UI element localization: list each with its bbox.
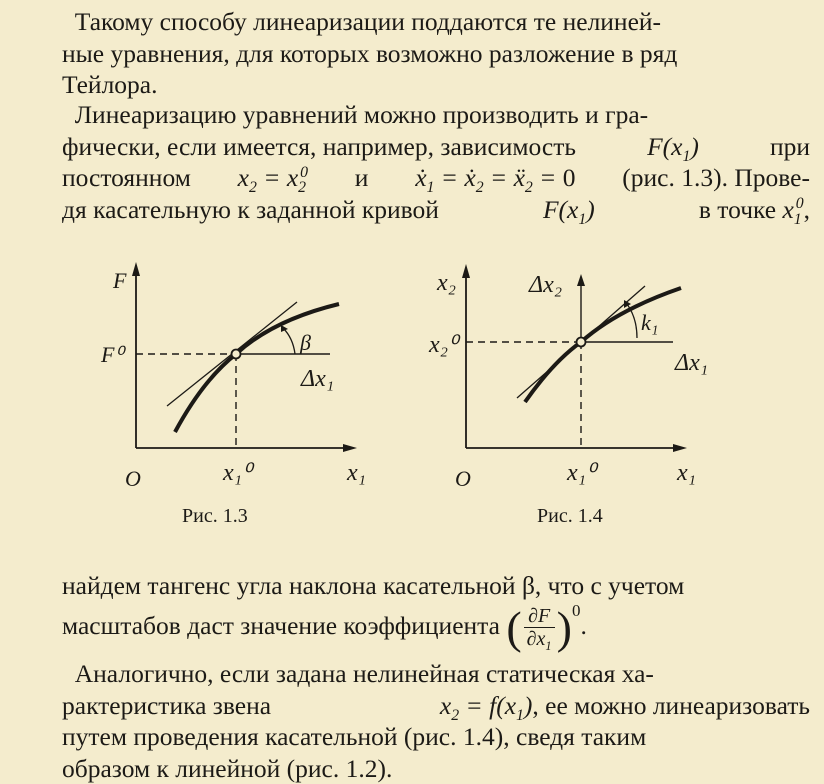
fig2-label-k1: k₁ xyxy=(641,310,658,335)
fig1-label-x1-0: x₁⁰ xyxy=(222,460,255,486)
fig1-x-arrow xyxy=(343,444,357,452)
paragraph-1 xyxy=(62,6,810,101)
fig2-label-x2-0: x₂⁰ xyxy=(428,332,461,358)
fig1-label-F: F xyxy=(112,268,127,293)
formula-x2-eq: $x_2 = x_2^0$ xyxy=(238,162,308,194)
fig2-label-dx1: Δx₁ xyxy=(674,350,708,376)
formula-derivatives: ẋ$_1$ = ẋ$_2$ = ẍ$_2$ = 0 xyxy=(415,162,575,194)
p4-line-1: Аналогично, если задана нелинейная статическая ха- xyxy=(62,658,810,690)
p3-line-1: найдем тангенс угла наклона касательной β, что с учетом xyxy=(62,570,810,602)
figure-1-3 xyxy=(95,258,395,498)
fig2-curve xyxy=(525,288,681,402)
fig1-angle-arc xyxy=(283,328,295,354)
paragraph-3 xyxy=(62,570,810,650)
fig1-label-dx1: Δx₁ xyxy=(300,366,334,392)
fig2-label-x2: x₂ xyxy=(436,270,456,296)
fig2-label-x1-0: x₁⁰ xyxy=(566,460,599,486)
formula-x1-0: $x_1^0$ xyxy=(782,195,803,224)
fig1-label-beta: β xyxy=(299,330,311,355)
p1-line-2: ные уравнения, для которых возможно разложение в ряд xyxy=(62,38,810,70)
fig1-label-F0: F⁰ xyxy=(100,342,126,367)
fig2-x-arrow xyxy=(673,444,687,452)
fig2-point xyxy=(577,338,586,347)
fig1-label-x1: x₁ xyxy=(346,460,366,486)
fig1-point xyxy=(232,350,241,359)
formula-dF-dx1: ( $\frac{\partial F}{\partial x_1}$ )$^0$. xyxy=(506,611,587,640)
fig2-label-dx2: Δx₂ xyxy=(528,272,562,298)
paragraph-4 xyxy=(62,658,810,784)
formula-x2-f-x1: $x_2 = f(x_1)$ xyxy=(440,691,533,720)
fig2-caption: Рис. 1.4 xyxy=(537,505,603,528)
p2-line-4: дя касательную к заданной кривой $F(x_1)$ в точке $x_1^0$, xyxy=(62,194,810,226)
p4-line-3: путем проведения касательной (рис. 1.4), сведя таким xyxy=(62,721,810,753)
formula-F-x1: $F(x_1)$ xyxy=(647,131,699,163)
p4-line-4: образом к линейной (рис. 1.2). xyxy=(62,753,810,784)
p1-line-1: Такому способу линеаризации поддаются те нелиней- xyxy=(62,6,810,38)
fig1-y-arrow xyxy=(132,262,140,276)
fig2-label-x1: x₁ xyxy=(676,460,696,486)
p2-line-3: постоянном $x_2 = x_2^0$ и ẋ$_1$ = ẋ$_2$ = ẍ$_2$ = 0 (рис. 1.3). Прове- xyxy=(62,162,810,194)
fig2-y-arrow xyxy=(462,264,470,278)
formula-F-x1-2: $F(x_1)$ xyxy=(543,194,595,226)
p1-line-3: Тейлора. xyxy=(62,69,810,101)
p2-line-2: фически, если имеется, например, зависимость $F(x_1)$ при xyxy=(62,131,810,163)
paragraph-2 xyxy=(62,99,810,225)
figure-1-4 xyxy=(425,258,725,498)
fig2-label-origin: O xyxy=(455,466,471,491)
p4-line-2: рактеристика звена $x_2 = f(x_1)$, ее можно линеаризовать xyxy=(62,690,810,722)
fig1-caption: Рис. 1.3 xyxy=(182,505,248,528)
fig1-label-origin: O xyxy=(125,466,141,491)
p3-line-2: масштабов даст значение коэффициента ( $\frac{\partial F}{\partial x_1}$ )$^0$. xyxy=(62,602,810,651)
p2-line-1: Линеаризацию уравнений можно производить и гра- xyxy=(62,99,810,131)
